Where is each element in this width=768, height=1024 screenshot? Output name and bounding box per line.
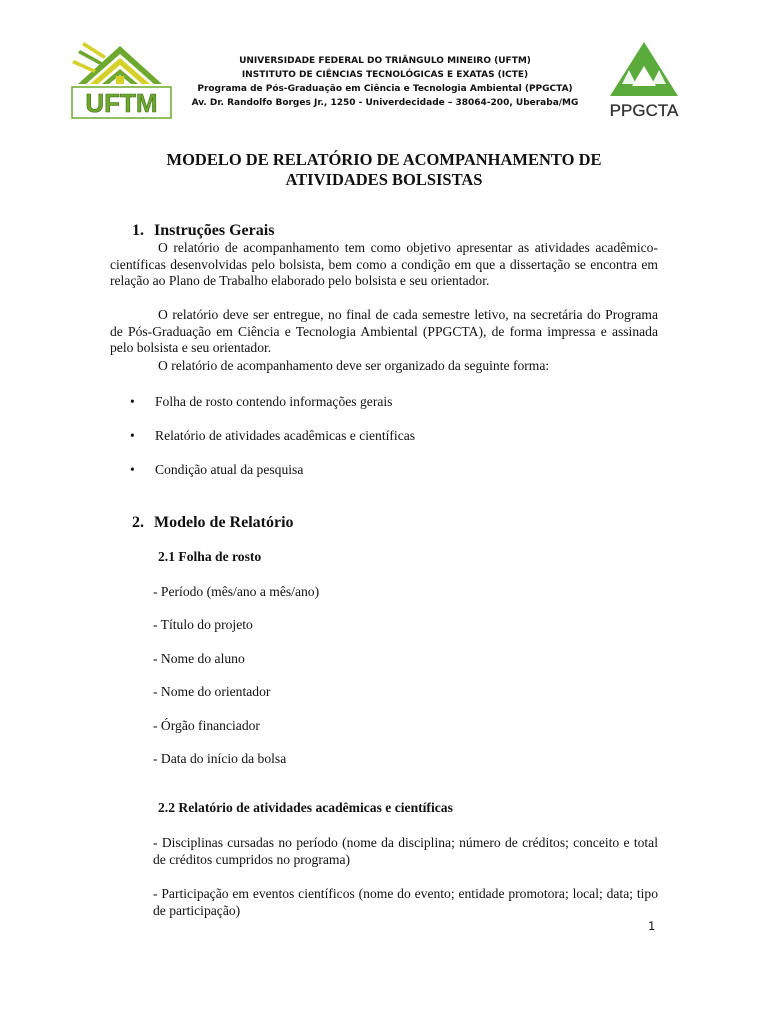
list-item: - Título do projeto	[153, 617, 253, 632]
bullet-icon: •	[130, 462, 135, 477]
bullet-icon: •	[130, 394, 135, 409]
page-number: 1	[648, 919, 656, 933]
bullet-text: Condição atual da pesquisa	[155, 462, 304, 477]
title-line-1: MODELO DE RELATÓRIO DE ACOMPANHAMENTO DE	[166, 150, 602, 169]
bullet-text: Folha de rosto contendo informações gerais	[155, 394, 393, 409]
section-1-title: Instruções Gerais	[154, 222, 275, 239]
document-title	[110, 150, 658, 190]
list-item: - Data do início da bolsa	[153, 751, 287, 766]
section-1-heading	[132, 221, 274, 241]
list-item: - Nome do orientador	[153, 684, 271, 699]
section-1-paragraph-1: O relatório de acompanhamento tem como objetivo apresentar as atividades acadêmico-científicas desenvolvidas pelo bolsista, bem como a condição em que a dissertação se encontra em relação ao Plano de Trabalho elaborado pelo bolsista e seu orientador.	[110, 240, 658, 289]
list-item: - Período (mês/ano a mês/ano)	[153, 584, 320, 599]
bullet-text: Relatório de atividades acadêmicas e científicas	[155, 428, 416, 443]
uftm-logo-rays	[72, 42, 162, 84]
section-2-title: Modelo de Relatório	[154, 514, 294, 531]
section-1-paragraph-3: O relatório de acompanhamento deve ser organizado da seguinte forma:	[158, 358, 550, 373]
list-item: - Participação em eventos científicos (nome do evento; entidade promotora; local; data; tipo de participação)	[153, 886, 658, 918]
subsection-2-1-heading: 2.1 Folha de rosto	[158, 549, 262, 564]
section-1-number: 1.	[132, 222, 144, 239]
list-item: - Órgão financiador	[153, 718, 260, 733]
ppgcta-logo-text: PPGCTA	[609, 101, 679, 120]
section-1-paragraph-2: O relatório deve ser entregue, no final de cada semestre letivo, na secretária do Programa de Pós-Graduação em Ciência e Tecnologia Ambiental (PPGCTA), de forma impressa e assinada pelo bolsista e seu orientador.	[110, 307, 658, 356]
header-line-3: Programa de Pós-Graduação em Ciência e Tecnologia Ambiental (PPGCTA)	[197, 84, 573, 94]
uftm-logo-text: UFTM	[85, 88, 158, 118]
header-line-4: Av. Dr. Randolfo Borges Jr., 1250 - Univerdecidade – 38064-200, Uberaba/MG	[191, 98, 579, 108]
ppgcta-logo-triangle	[610, 42, 678, 96]
list-item: - Nome do aluno	[153, 651, 245, 666]
section-2-number: 2.	[132, 514, 144, 531]
subsection-2-2-heading: 2.2 Relatório de atividades acadêmicas e científicas	[158, 800, 453, 815]
title-line-2: ATIVIDADES BOLSISTAS	[285, 170, 483, 189]
bullet-icon: •	[130, 428, 135, 443]
header-line-1: UNIVERSIDADE FEDERAL DO TRIÂNGULO MINEIRO (UFTM)	[239, 56, 531, 66]
uftm-logo	[70, 40, 173, 120]
list-item: - Disciplinas cursadas no período (nome da disciplina; número de créditos; conceito e total de créditos cumpridos no programa)	[153, 835, 658, 867]
ppgcta-logo	[594, 40, 694, 120]
header-line-2: INSTITUTO DE CIÊNCIAS TECNOLÓGICAS E EXATAS (ICTE)	[241, 70, 529, 80]
section-2-heading	[132, 513, 294, 533]
institution-header	[185, 54, 585, 110]
